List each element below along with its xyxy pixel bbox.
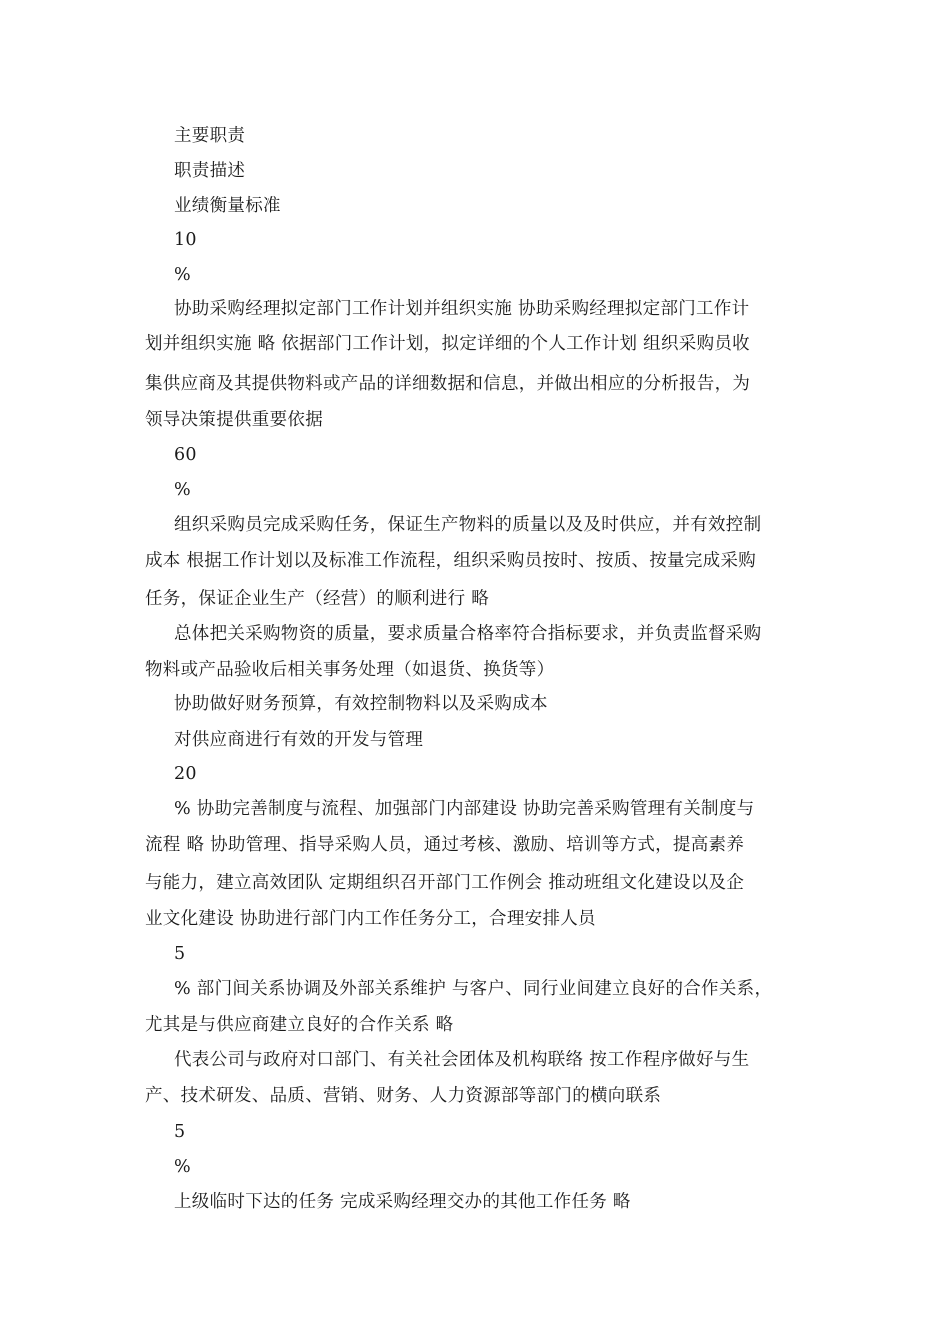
paragraph-line: 组织采购员完成采购任务，保证生产物料的质量以及及时供应，并有效控制 — [174, 515, 762, 535]
heading-duty-description: 职责描述 — [174, 161, 246, 181]
paragraph-line: 任务，保证企业生产（经营）的顺利进行 略 — [145, 589, 490, 609]
percent-sign: % — [174, 480, 191, 500]
percent-sign: % — [174, 265, 191, 285]
paragraph-line: % 部门间关系协调及外部关系维护 与客户、同行业间建立良好的合作关系， — [174, 979, 773, 999]
percent-sign: % — [174, 1157, 191, 1177]
paragraph-line: % 协助完善制度与流程、加强部门内部建设 协助完善采购管理有关制度与 — [174, 799, 755, 819]
paragraph-line: 协助做好财务预算，有效控制物料以及采购成本 — [174, 694, 548, 714]
paragraph-line: 成本 根据工作计划以及标准工作流程，组织采购员按时、按质、按量完成采购 — [145, 551, 757, 571]
paragraph-line: 领导决策提供重要依据 — [145, 410, 323, 430]
weight-value: 10 — [174, 230, 197, 250]
paragraph-line: 与能力，建立高效团队 定期组织召开部门工作例会 推动班组文化建设以及企 — [145, 873, 745, 893]
paragraph-line: 业文化建设 协助进行部门内工作任务分工，合理安排人员 — [145, 909, 596, 929]
paragraph-line: 集供应商及其提供物料或产品的详细数据和信息，并做出相应的分析报告，为 — [145, 374, 751, 394]
paragraph-line: 代表公司与政府对口部门、有关社会团体及机构联络 按工作程序做好与生 — [174, 1050, 750, 1070]
weight-value: 60 — [174, 445, 197, 465]
paragraph-line: 协助采购经理拟定部门工作计划并组织实施 协助采购经理拟定部门工作计 — [174, 299, 750, 319]
paragraph-line: 总体把关采购物资的质量，要求质量合格率符合指标要求，并负责监督采购 — [174, 624, 762, 644]
paragraph-line: 产、技术研发、品质、营销、财务、人力资源部等部门的横向联系 — [145, 1086, 662, 1106]
paragraph-line: 对供应商进行有效的开发与管理 — [174, 730, 424, 750]
paragraph-line: 物料或产品验收后相关事务处理（如退货、换货等） — [145, 660, 555, 680]
heading-performance-standard: 业绩衡量标准 — [174, 196, 281, 216]
paragraph-line: 划并组织实施 略 依据部门工作计划，拟定详细的个人工作计划 组织采购员收 — [145, 334, 750, 354]
paragraph-line: 尤其是与供应商建立良好的合作关系 略 — [145, 1015, 454, 1035]
weight-value: 5 — [174, 944, 186, 964]
paragraph-line: 流程 略 协助管理、指导采购人员，通过考核、激励、培训等方式，提高素养 — [145, 835, 745, 855]
weight-value: 20 — [174, 764, 197, 784]
weight-value: 5 — [174, 1122, 186, 1142]
paragraph-line: 上级临时下达的任务 完成采购经理交办的其他工作任务 略 — [174, 1192, 631, 1212]
heading-main-duties: 主要职责 — [174, 126, 246, 146]
